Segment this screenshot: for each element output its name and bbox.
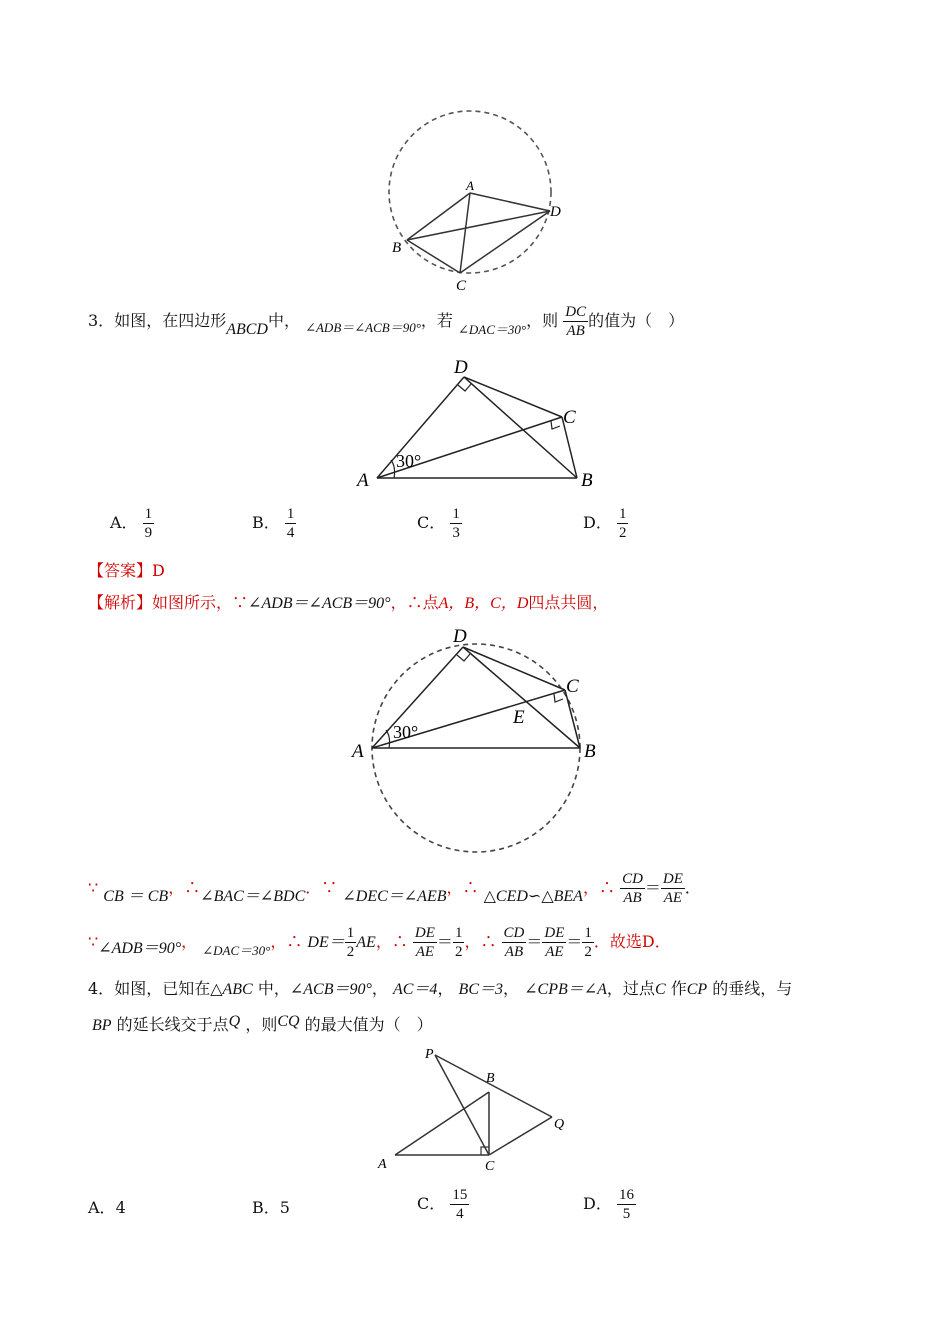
q4-stem-line1 — [88, 978, 792, 1001]
q4-option-a — [88, 1197, 126, 1219]
analysis-row2-sep2: ，∴ — [270, 932, 303, 951]
q3-option-d-den: 2 — [618, 525, 627, 541]
q4-option-d-den: 5 — [622, 1206, 631, 1222]
q4-stem-line2 — [92, 1014, 433, 1037]
analysis-row2-ratio2-num: CD — [503, 925, 525, 941]
q4-cond1: ∠ACB＝90° — [289, 981, 372, 998]
analysis-row2-ratio2 — [502, 924, 527, 961]
q3-option-c — [417, 505, 462, 542]
q3-option-a-fraction — [143, 505, 155, 542]
q4-edge-CQ — [489, 1117, 552, 1155]
q3-option-d — [583, 505, 628, 542]
q4-number: 4． — [88, 979, 115, 998]
q4-option-b-label: B． — [252, 1198, 280, 1217]
q3-option-c-num: 1 — [452, 506, 460, 522]
analysis-label-E: E — [513, 707, 525, 728]
analysis-right-angle-C — [554, 694, 563, 702]
q3-text-4: ，则 — [526, 311, 559, 330]
q4-figure — [370, 1040, 580, 1175]
analysis-edge-CB — [565, 690, 580, 748]
analysis-eq1: ∠BAC＝∠BDC — [200, 888, 306, 905]
q4-sep3: ， — [503, 979, 520, 998]
q3-label-B: B — [581, 470, 593, 491]
label-C: C — [456, 278, 467, 294]
analysis-row2-ratio2-den: AB — [504, 944, 524, 960]
q3-angle-arc — [391, 460, 395, 478]
q3-option-a-label: A． — [110, 513, 138, 532]
q4-label-P: P — [425, 1047, 434, 1062]
analysis-row1-frac1-den: AB — [623, 890, 642, 906]
analysis-row2-half3 — [582, 924, 594, 961]
q4-option-b-value: 5 — [279, 1198, 290, 1217]
q4-sep2: ， — [437, 979, 454, 998]
analysis-row2-ratio3 — [542, 924, 566, 961]
q4-option-c-den: 4 — [456, 1206, 464, 1222]
q3-option-a-den: 9 — [144, 525, 153, 541]
analysis-label: 【解析】 — [88, 593, 153, 612]
edge-AD — [470, 193, 550, 211]
analysis-row2-sep1: ， — [181, 932, 198, 951]
q3-number: 3． — [88, 311, 115, 330]
q3-option-c-den: 3 — [452, 525, 460, 541]
analysis-row2-c1: ∠ADB＝90° — [98, 940, 182, 957]
analysis-label-C: C — [566, 676, 579, 697]
q3-cond2: ∠DAC＝30° — [458, 322, 527, 337]
q3-label-D: D — [454, 357, 468, 378]
analysis-row2-ratio3-num: DE — [544, 925, 565, 941]
analysis-row2-because: ∵ — [88, 932, 99, 951]
analysis-row2-half1-num: 1 — [346, 925, 355, 941]
analysis-figure — [340, 620, 620, 860]
q3-quad: ABCD — [226, 321, 268, 338]
analysis-row1-frac1 — [620, 870, 645, 907]
analysis-arc-equality: CB ＝ CB — [103, 888, 169, 905]
analysis-row2-half3-num: 1 — [584, 925, 592, 941]
analysis-points: A，B，C，D — [438, 595, 529, 612]
edge-AC — [460, 193, 470, 273]
q3-option-b-den: 4 — [286, 525, 295, 541]
analysis-row2-eq2: ＝ — [526, 932, 543, 951]
q4-option-c-label: C． — [417, 1194, 446, 1213]
q3-fraction — [563, 303, 588, 340]
analysis-row2-ae: AE — [356, 934, 376, 951]
analysis-row1-sep3: ，∴ — [446, 878, 479, 897]
q4-text-7: ，则 — [245, 1015, 278, 1034]
analysis-row1-sep1: ，∴ — [168, 878, 201, 897]
q4-text-3: ，过点 — [606, 979, 655, 998]
q4-text-2: 中， — [257, 979, 290, 998]
q4-option-a-label: A． — [88, 1198, 116, 1217]
q4-option-b — [252, 1197, 290, 1219]
q4-text-6: 的延长线交于点 — [116, 1015, 229, 1034]
q3-option-d-label: D． — [583, 513, 612, 532]
q4-sep1: ， — [371, 979, 388, 998]
label-B: B — [392, 240, 402, 256]
answer-line — [88, 560, 165, 582]
q3-text-5: 的值为（ ） — [588, 311, 685, 330]
q4-option-d-label: D． — [583, 1194, 612, 1213]
analysis-row2-half3-den: 2 — [584, 944, 592, 960]
analysis-label-A: A — [352, 741, 364, 762]
q3-option-c-label: C． — [417, 513, 446, 532]
analysis-text-1: 如图所示，∵ — [152, 593, 249, 612]
q3-option-a-num: 1 — [144, 506, 153, 522]
analysis-row2-eq1: ＝ — [436, 932, 453, 951]
q4-cond4: ∠CPB＝∠A — [524, 981, 607, 998]
q4-option-c — [417, 1186, 469, 1223]
analysis-row-2 — [88, 922, 671, 963]
q4-point-q: Q — [228, 1013, 241, 1030]
answer-label: 【答案】 — [88, 561, 153, 580]
q3-stem — [88, 303, 684, 340]
q4-text-8: 的最大值为（ ） — [304, 1015, 433, 1034]
q3-right-angle-D — [458, 384, 471, 391]
analysis-row1-frac2-den: AE — [663, 890, 683, 906]
q4-option-d-num: 16 — [618, 1187, 634, 1203]
label-A: A — [466, 178, 474, 193]
q4-label-Q: Q — [554, 1117, 565, 1132]
analysis-row2-ratio1-num: DE — [414, 925, 435, 941]
q4-point-c: C — [654, 981, 666, 998]
analysis-row2-ratio1-den: AE — [415, 944, 435, 960]
q3-text-3: ，若 — [420, 311, 453, 330]
q4-option-c-num: 15 — [452, 1187, 468, 1203]
q4-label-A: A — [378, 1157, 387, 1172]
q3-angle-label: 30° — [396, 451, 422, 471]
label-D: D — [550, 204, 561, 220]
q3-figure — [350, 355, 610, 495]
q3-right-angle-C — [551, 421, 560, 429]
q3-edge-DB — [464, 377, 577, 478]
analysis-row2-half2 — [453, 924, 465, 961]
analysis-row2-half1 — [345, 924, 357, 961]
analysis-row1-frac1-num: CD — [622, 871, 643, 887]
q3-option-d-fraction — [617, 505, 629, 542]
q4-option-d — [583, 1186, 636, 1223]
q4-bp: BP — [92, 1017, 112, 1034]
q4-text-4: 作 — [670, 979, 687, 998]
analysis-row2-de: DE＝ — [307, 934, 345, 951]
analysis-row2-ratio3-den: AE — [545, 944, 564, 960]
q3-option-b-label: B． — [252, 513, 280, 532]
analysis-text-2: ，∴点 — [390, 593, 439, 612]
q4-cond3: BC＝3 — [458, 981, 503, 998]
q4-cp: CP — [686, 981, 708, 998]
analysis-row1-end: ． — [684, 878, 701, 897]
analysis-row1-sep4: ，∴ — [582, 878, 615, 897]
q3-option-a — [110, 505, 154, 542]
q4-option-d-fraction — [617, 1186, 636, 1223]
analysis-edge-DB — [463, 647, 580, 748]
q4-label-B: B — [486, 1071, 495, 1086]
q3-option-b-num: 1 — [286, 506, 295, 522]
q4-cond2: AC＝4 — [392, 981, 438, 998]
analysis-row2-eq3: ＝ — [566, 932, 583, 951]
q4-edge-AB — [395, 1092, 489, 1155]
analysis-row2-half1-den: 2 — [346, 944, 355, 960]
analysis-row2-half2-num: 1 — [454, 925, 463, 941]
analysis-row-1 — [88, 868, 701, 909]
analysis-right-angle-D — [457, 654, 470, 661]
q3-option-b-fraction — [285, 505, 297, 542]
q4-triangle: △ABC — [210, 981, 253, 998]
q3-frac-den: AB — [566, 323, 585, 339]
analysis-label-D: D — [453, 626, 467, 647]
q3-text-1: 如图，在四边形 — [114, 311, 227, 330]
q3-frac-num: DC — [565, 304, 587, 320]
q3-option-d-num: 1 — [618, 506, 627, 522]
q3-cond1: ∠ADB＝∠ACB＝90° — [305, 320, 421, 335]
q3-option-b — [252, 505, 296, 542]
q3-label-C: C — [563, 407, 576, 428]
q3-label-A: A — [357, 470, 369, 491]
analysis-eq2: ∠DEC＝∠AEB — [342, 888, 447, 905]
q3-edge-DC — [464, 377, 562, 417]
analysis-similarity: △CED∽△BEA — [483, 888, 583, 905]
analysis-cond: ∠ADB＝∠ACB＝90° — [248, 595, 391, 612]
q4-text-1: 如图，已知在 — [114, 979, 211, 998]
analysis-label-B: B — [584, 741, 596, 762]
q3-option-c-fraction — [450, 505, 462, 542]
analysis-row2-c2: ∠DAC＝30° — [202, 943, 271, 958]
figure-circle-quadrilateral — [380, 108, 570, 298]
analysis-edge-DC — [463, 647, 565, 690]
q4-option-c-fraction — [450, 1186, 469, 1223]
analysis-row1-eq: ＝ — [644, 878, 661, 897]
analysis-row2-half2-den: 2 — [454, 944, 463, 960]
q3-text-2: 中， — [267, 311, 300, 330]
analysis-row1-frac2 — [661, 870, 685, 907]
analysis-row1-sep2: ．∵ — [305, 878, 338, 897]
analysis-angle-label: 30° — [393, 722, 419, 742]
analysis-row2-end: ．故选D． — [593, 932, 671, 951]
q4-text-5: 的垂线，与 — [712, 979, 793, 998]
analysis-row2-sep4: ，∴ — [464, 932, 497, 951]
analysis-row2-sep3: ，∴ — [375, 932, 408, 951]
q4-label-C: C — [485, 1159, 495, 1174]
answer-value: D — [152, 561, 165, 580]
analysis-text-3: 四点共圆， — [528, 593, 609, 612]
q4-option-a-value: 4 — [115, 1198, 126, 1217]
analysis-row1-because: ∵ — [88, 878, 99, 897]
edge-BC — [407, 240, 460, 273]
analysis-row2-ratio1 — [413, 924, 437, 961]
analysis-line — [88, 592, 608, 615]
q4-cq: CQ — [277, 1013, 300, 1030]
analysis-row1-frac2-num: DE — [662, 871, 683, 887]
